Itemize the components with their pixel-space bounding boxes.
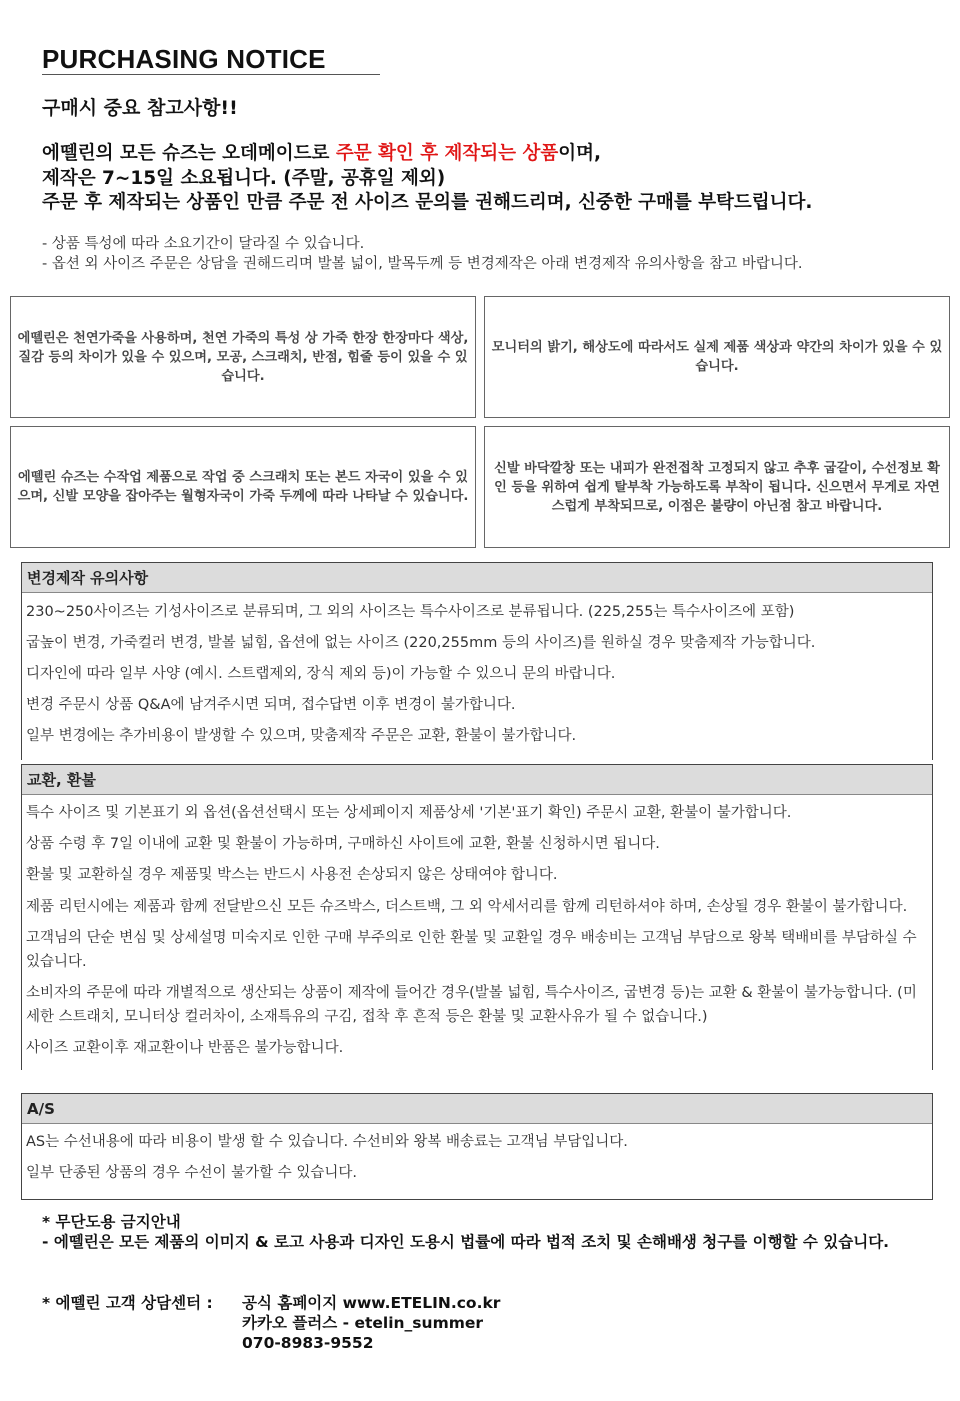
phone-number[interactable]: 070-8983-9552 bbox=[242, 1334, 374, 1352]
list-item: 230~250사이즈는 기성사이즈로 분류되며, 그 외의 사이즈는 특수사이즈로 분류됩니다. (225,255는 특수사이즈에 포함) bbox=[26, 604, 795, 620]
page-title: PURCHASING NOTICE bbox=[42, 44, 326, 74]
list-item: 사이즈 교환이후 재교환이나 반품은 불가능합니다. bbox=[26, 1040, 344, 1056]
note-item: - 옵션 외 사이즈 주문은 상담을 권해드리며 발볼 넓이, 발목두께 등 변경제작은 아래 변경제작 유의사항을 참고 바랍니다. bbox=[42, 256, 803, 272]
title-underline bbox=[42, 74, 380, 75]
lead-line-1 bbox=[42, 142, 942, 167]
copyright-heading: * 무단도용 금지안내 bbox=[42, 1213, 181, 1231]
subtitle: 구매시 중요 참고사항!! bbox=[42, 97, 238, 119]
notice-box-text: 에뗄린은 천연가죽을 사용하며, 천연 가죽의 특성 상 가죽 한장 한장마다 색상, 질감 등의 차이가 있을 수 있으며, 모공, 스크래치, 반점, 힘줄 등이 있을 수 있습니다. bbox=[17, 330, 469, 384]
notice-box-text: 에뗄린 슈즈는 수작업 제품으로 작업 중 스크래치 또는 본드 자국이 있을 수 있으며, 신발 모양을 잡아주는 월형자국이 가죽 두께에 따라 나타날 수 있습니다. bbox=[17, 470, 469, 504]
copyright-text: - 에뗄린은 모든 제품의 이미지 & 로고 사용과 디자인 도용시 법률에 따라 법적 조치 및 손해배생 청구를 이행할 수 있습니다. bbox=[42, 1233, 890, 1251]
copyright-notice bbox=[42, 1212, 922, 1252]
lead-line-3: 주문 후 제작되는 상품인 만큼 주문 전 사이즈 문의를 권해드리며, 신중한 구매를 부탁드립니다. bbox=[42, 192, 813, 213]
section-heading: A/S bbox=[22, 1094, 932, 1124]
notice-box-insole bbox=[484, 426, 950, 548]
customer-center-label: * 에뗄린 고객 상담센터 : bbox=[42, 1294, 213, 1312]
list-item: 일부 단종된 상품의 경우 수선이 불가할 수 있습니다. bbox=[26, 1165, 358, 1181]
customer-center bbox=[42, 1293, 500, 1353]
list-item: 고객님의 단순 변심 및 상세설명 미숙지로 인한 구매 부주의로 인한 환불 및 교환일 경우 배송비는 고객님 부담으로 왕복 택배비를 부담하실 수 있습니다. bbox=[26, 930, 917, 970]
list-item: 굽높이 변경, 가죽컬러 변경, 발볼 넓힘, 옵션에 없는 사이즈 (220,255mm 등의 사이즈)를 원하실 경우 맞춤제작 가능합니다. bbox=[26, 635, 816, 651]
list-item: 상품 수령 후 7일 이내에 교환 및 환불이 가능하며, 구매하신 사이트에 교환, 환불 신청하시면 됩니다. bbox=[26, 836, 660, 852]
section-exchange-refund bbox=[21, 764, 933, 1070]
list-item: 특수 사이즈 및 기본표기 외 옵션(옵션선택시 또는 상세페이지 제품상세 '기본'표기 확인) 주문시 교환, 환불이 불가합니다. bbox=[26, 805, 792, 821]
lead-line-1-post: 이며, bbox=[558, 143, 601, 164]
list-item: AS는 수선내용에 따라 비용이 발생 할 수 있습니다. 수선비와 왕복 배송료는 고객님 부담입니다. bbox=[26, 1134, 628, 1150]
notice-box-monitor bbox=[484, 296, 950, 418]
list-item: 제품 리턴시에는 제품과 함께 전달받으신 모든 슈즈박스, 더스트백, 그 외 악세서리를 함께 리턴하셔야 하며, 손상될 경우 환불이 불가합니다. bbox=[26, 899, 908, 915]
notice-box-leather bbox=[10, 296, 476, 418]
kakao-plus[interactable]: 카카오 플러스 - etelin_summer bbox=[242, 1314, 484, 1332]
section-as bbox=[21, 1093, 933, 1200]
list-item: 변경 주문시 상품 Q&A에 남겨주시면 되며, 접수답변 이후 변경이 불가합니다. bbox=[26, 697, 516, 713]
section-heading: 변경제작 유의사항 bbox=[22, 563, 932, 593]
homepage-link[interactable]: 공식 홈페이지 www.ETELIN.co.kr bbox=[242, 1294, 501, 1312]
section-heading: 교환, 환불 bbox=[22, 765, 932, 795]
lead-highlight: 주문 확인 후 제작되는 상품 bbox=[335, 143, 559, 164]
list-item: 환불 및 교환하실 경우 제품및 박스는 반드시 사용전 손상되지 않은 상태여야 합니다. bbox=[26, 867, 558, 883]
lead-paragraph bbox=[42, 142, 942, 216]
section-custom-order bbox=[21, 562, 933, 760]
list-item: 소비자의 주문에 따라 개별적으로 생산되는 상품이 제작에 들어간 경우(발볼 넓힘, 특수사이즈, 굽변경 등)는 교환 & 환불이 불가능합니다. (미세한 스트래치, 모니터상 컬러차이, 소재특유의 구김, 접착 후 흔적 등은 환불 및 교환사유가 될 수 없습니다.) bbox=[26, 985, 917, 1025]
list-item: 디자인에 따라 일부 사양 (예시. 스트랩제외, 장식 제외 등)이 가능할 수 있으니 문의 바랍니다. bbox=[26, 666, 616, 682]
notice-box-text: 모니터의 밝기, 해상도에 따라서도 실제 제품 색상과 약간의 차이가 있을 수 있습니다. bbox=[491, 340, 943, 374]
notes bbox=[42, 234, 942, 274]
lead-line-2: 제작은 7~15일 소요됩니다. (주말, 공휴일 제외) bbox=[42, 167, 446, 189]
lead-line-1-pre: 에뗄린의 모든 슈즈는 오데메이드로 bbox=[42, 143, 336, 164]
list-item: 일부 변경에는 추가비용이 발생할 수 있으며, 맞춤제작 주문은 교환, 환불이 불가합니다. bbox=[26, 728, 577, 744]
notice-box-handmade bbox=[10, 426, 476, 548]
notice-box-text: 신발 바닥깔창 또는 내피가 완전접착 고정되지 않고 추후 굽갈이, 수선정보 확인 등을 위하여 쉽게 탈부착 가능하도록 부착이 됩니다. 신으면서 무게로 자연스럽게 부착되므로, 이점은 불량이 아닌점 참고 바랍니다. bbox=[494, 460, 940, 514]
note-item: - 상품 특성에 따라 소요기간이 달라질 수 있습니다. bbox=[42, 236, 365, 252]
